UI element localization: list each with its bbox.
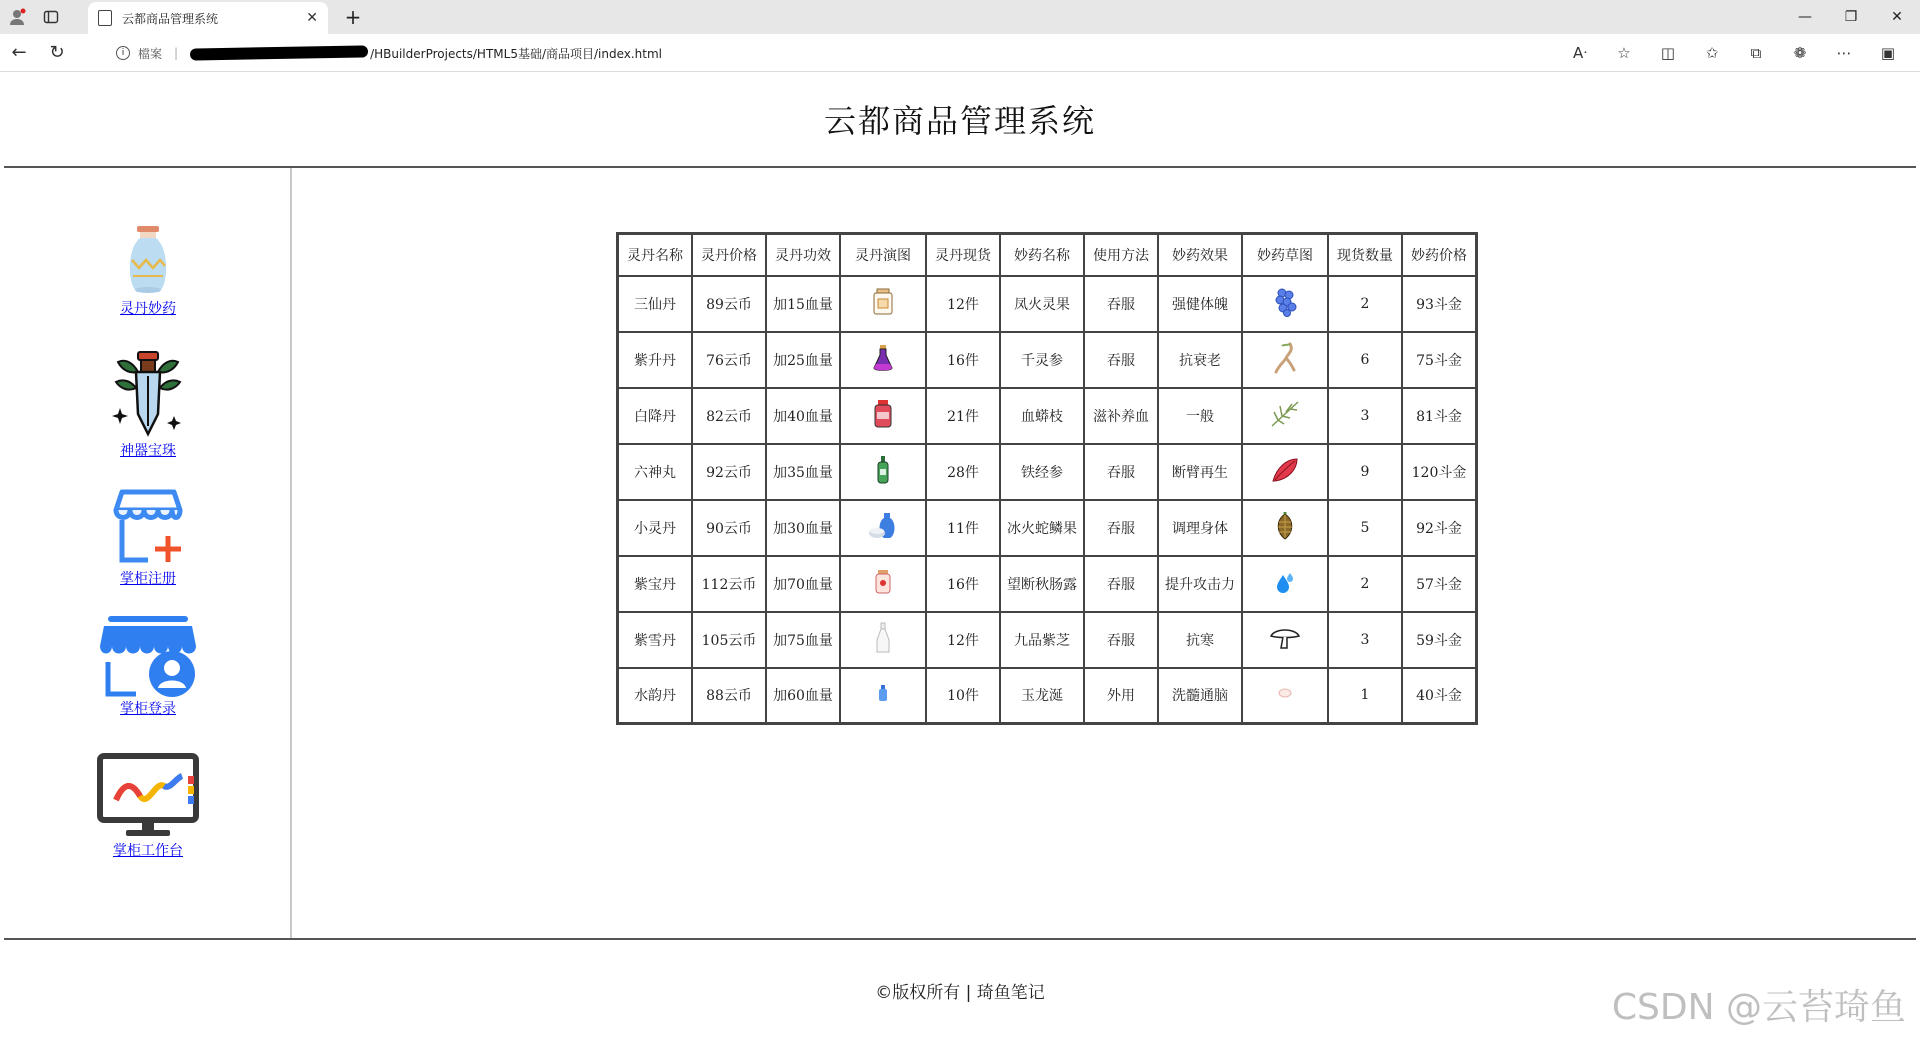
blue-vase-icon [868, 529, 898, 545]
refresh-button[interactable]: ↻ [49, 42, 65, 63]
table-row [618, 500, 1477, 556]
tab-actions-icon[interactable] [34, 0, 68, 34]
herb-image-cell [1242, 276, 1328, 332]
herb-image-cell [1242, 500, 1328, 556]
cell-dan-name: 六神丸 [618, 444, 693, 500]
sidebar-toggle-icon[interactable]: ▣ [1880, 44, 1896, 62]
cell-dan-price: 88云币 [692, 668, 766, 724]
cell-dan-name: 紫宝丹 [618, 556, 693, 612]
cell-dan-stock: 28件 [926, 444, 1000, 500]
cell-dan-effect: 加40血量 [766, 388, 840, 444]
cell-dan-effect: 加35血量 [766, 444, 840, 500]
pill-image-cell [840, 668, 926, 724]
herb-image-cell [1242, 668, 1328, 724]
restore-icon[interactable]: ❐ [1844, 9, 1858, 25]
cell-usage: 滋补养血 [1084, 388, 1158, 444]
column-header: 妙药效果 [1158, 234, 1242, 276]
sidebar-item-login[interactable] [4, 616, 292, 718]
cell-herb-qty: 2 [1328, 556, 1402, 612]
address-toolbar [0, 34, 1920, 72]
cell-dan-effect: 加15血量 [766, 276, 840, 332]
pill-image-cell [840, 332, 926, 388]
cell-herb-effect: 抗衰老 [1158, 332, 1242, 388]
column-header: 妙药草图 [1242, 234, 1328, 276]
cell-dan-name: 白降丹 [618, 388, 693, 444]
table-row [618, 444, 1477, 500]
cell-dan-stock: 12件 [926, 276, 1000, 332]
new-tab-button[interactable]: + [344, 5, 362, 29]
sidebar-item-label[interactable]: 掌柜注册 [120, 571, 176, 587]
cell-herb-name: 血蟒枝 [1000, 388, 1084, 444]
cell-herb-price: 93斗金 [1402, 276, 1477, 332]
cell-dan-stock: 16件 [926, 556, 1000, 612]
cell-herb-name: 玉龙涎 [1000, 668, 1084, 724]
cell-herb-effect: 一般 [1158, 388, 1242, 444]
table-row [618, 556, 1477, 612]
herb-image-cell [1242, 332, 1328, 388]
window-controls [1782, 0, 1920, 34]
cell-herb-qty: 2 [1328, 276, 1402, 332]
cell-herb-name: 凤火灵果 [1000, 276, 1084, 332]
cell-dan-stock: 21件 [926, 388, 1000, 444]
sidebar-item-label[interactable]: 掌柜工作台 [113, 843, 183, 859]
cell-herb-name: 望断秋肠露 [1000, 556, 1084, 612]
shop-add-icon [108, 486, 188, 568]
mushroom-icon [1269, 638, 1301, 654]
browser-tab[interactable] [88, 2, 328, 34]
pill-image-cell [840, 612, 926, 668]
address-separator: | [174, 46, 179, 60]
more-menu-icon[interactable]: ⋯ [1836, 44, 1852, 62]
cell-dan-price: 90云币 [692, 500, 766, 556]
tab-title: 云都商品管理系统 [122, 11, 219, 26]
clear-bottle-icon [874, 642, 892, 658]
table-row [618, 388, 1477, 444]
page-body [4, 168, 1916, 938]
info-icon[interactable]: i [116, 46, 130, 60]
cell-usage: 吞服 [1084, 276, 1158, 332]
small-jar-icon [873, 583, 893, 599]
cell-usage: 吞服 [1084, 612, 1158, 668]
collections-icon[interactable]: ⧉ [1750, 44, 1762, 62]
cell-dan-effect: 加60血量 [766, 668, 840, 724]
close-window-icon[interactable]: ✕ [1891, 9, 1903, 25]
cell-usage: 吞服 [1084, 500, 1158, 556]
cell-herb-effect: 强健体魄 [1158, 276, 1242, 332]
monitor-chart-icon [96, 752, 200, 840]
cell-dan-effect: 加75血量 [766, 612, 840, 668]
cell-usage: 吞服 [1084, 444, 1158, 500]
cell-usage: 吞服 [1084, 556, 1158, 612]
cell-herb-price: 81斗金 [1402, 388, 1477, 444]
address-path: /HBuilderProjects/HTML5基础/商品项目/index.html [370, 46, 663, 61]
watermark: CSDN @云苔琦鱼 [1611, 987, 1906, 1028]
column-header: 妙药名称 [1000, 234, 1084, 276]
vase-icon [123, 224, 173, 298]
copyright-text: ©版权所有 | 琦鱼笔记 [875, 982, 1045, 1003]
potion-flask-icon [872, 360, 894, 376]
cell-herb-price: 120斗金 [1402, 444, 1477, 500]
browser-tab-strip [0, 0, 1920, 34]
cell-dan-price: 82云币 [692, 388, 766, 444]
herb-image-cell [1242, 612, 1328, 668]
cell-usage: 外用 [1084, 668, 1158, 724]
shop-user-icon [98, 616, 198, 698]
address-bar[interactable] [100, 38, 1660, 68]
column-header: 灵丹演图 [840, 234, 926, 276]
sidebar-item-label[interactable]: 掌柜登录 [120, 701, 176, 717]
profile-icon[interactable] [0, 0, 34, 34]
cell-herb-qty: 5 [1328, 500, 1402, 556]
cell-herb-price: 40斗金 [1402, 668, 1477, 724]
cell-herb-qty: 3 [1328, 612, 1402, 668]
split-screen-icon[interactable]: ◫ [1660, 44, 1676, 62]
cell-dan-effect: 加70血量 [766, 556, 840, 612]
sidebar-item-label[interactable]: 灵丹妙药 [120, 301, 176, 317]
cell-herb-price: 75斗金 [1402, 332, 1477, 388]
table-row [618, 276, 1477, 332]
cell-herb-effect: 抗寒 [1158, 612, 1242, 668]
table-header-row [618, 234, 1477, 276]
sidebar-item-artifacts[interactable] [4, 348, 292, 460]
favorites-icon[interactable]: ✩ [1705, 44, 1719, 62]
cell-herb-qty: 9 [1328, 444, 1402, 500]
ginseng-icon [1272, 362, 1298, 378]
table-row [618, 668, 1477, 724]
table-row [618, 332, 1477, 388]
red-bottle-icon [872, 417, 894, 433]
sidebar-item-medicine[interactable] [4, 224, 292, 318]
column-header: 灵丹功效 [766, 234, 840, 276]
cell-herb-name: 冰火蛇鳞果 [1000, 500, 1084, 556]
cell-herb-qty: 6 [1328, 332, 1402, 388]
herb-image-cell [1242, 556, 1328, 612]
grape-herb-icon [1272, 305, 1298, 321]
sidebar-item-register[interactable] [4, 486, 292, 588]
document-icon [98, 10, 112, 26]
pinecone-icon [1274, 528, 1296, 544]
close-tab-icon[interactable]: ✕ [306, 10, 318, 26]
column-header: 使用方法 [1084, 234, 1158, 276]
minimize-icon[interactable]: — [1798, 9, 1812, 25]
cell-dan-price: 89云币 [692, 276, 766, 332]
cell-dan-stock: 10件 [926, 668, 1000, 724]
cell-herb-qty: 3 [1328, 388, 1402, 444]
herb-image-cell [1242, 388, 1328, 444]
sidebar-item-workbench[interactable] [4, 752, 292, 860]
cell-dan-stock: 16件 [926, 332, 1000, 388]
red-leaf-icon [1271, 471, 1299, 487]
cell-herb-effect: 调理身体 [1158, 500, 1242, 556]
cell-dan-price: 112云币 [692, 556, 766, 612]
back-button[interactable]: ← [11, 42, 27, 63]
pale-pearl-icon [1277, 688, 1293, 704]
tiny-vial-icon [878, 690, 888, 706]
pill-image-cell [840, 556, 926, 612]
cell-herb-name: 铁经参 [1000, 444, 1084, 500]
cell-herb-price: 92斗金 [1402, 500, 1477, 556]
cell-dan-stock: 11件 [926, 500, 1000, 556]
address-scheme: 檔案 [138, 46, 163, 61]
cell-herb-effect: 提升攻击力 [1158, 556, 1242, 612]
cell-dan-name: 紫雪丹 [618, 612, 693, 668]
cell-herb-effect: 洗髓通脑 [1158, 668, 1242, 724]
cell-dan-effect: 加30血量 [766, 500, 840, 556]
table-row [618, 612, 1477, 668]
main-content [616, 232, 1478, 725]
water-drop-icon [1275, 581, 1295, 597]
cell-herb-name: 千灵参 [1000, 332, 1084, 388]
redacted-path [190, 45, 368, 60]
column-header: 灵丹现货 [926, 234, 1000, 276]
cell-herb-qty: 1 [1328, 668, 1402, 724]
column-header: 灵丹名称 [618, 234, 693, 276]
green-bottle-icon [876, 473, 890, 489]
cell-dan-stock: 12件 [926, 612, 1000, 668]
cell-dan-price: 92云币 [692, 444, 766, 500]
product-table [616, 232, 1478, 725]
sidebar-nav [4, 168, 292, 938]
table-body [618, 276, 1477, 724]
pill-image-cell [840, 388, 926, 444]
cell-herb-price: 59斗金 [1402, 612, 1477, 668]
cell-herb-name: 九品紫芝 [1000, 612, 1084, 668]
page-header [4, 72, 1916, 168]
toolbar-icons [1558, 34, 1910, 72]
sidebar-item-label[interactable]: 神器宝珠 [120, 443, 176, 459]
pill-image-cell [840, 500, 926, 556]
branch-herb-icon [1270, 416, 1300, 432]
cell-dan-name: 小灵丹 [618, 500, 693, 556]
cell-usage: 吞服 [1084, 332, 1158, 388]
column-header: 灵丹价格 [692, 234, 766, 276]
pill-image-cell [840, 276, 926, 332]
web-page [4, 72, 1916, 1040]
cell-dan-name: 水韵丹 [618, 668, 693, 724]
cell-herb-price: 57斗金 [1402, 556, 1477, 612]
cell-herb-effect: 断臂再生 [1158, 444, 1242, 500]
cell-dan-price: 76云币 [692, 332, 766, 388]
extensions-icon[interactable]: ❁ [1793, 44, 1807, 62]
cell-dan-price: 105云币 [692, 612, 766, 668]
pill-image-cell [840, 444, 926, 500]
cell-dan-effect: 加25血量 [766, 332, 840, 388]
herb-image-cell [1242, 444, 1328, 500]
cell-dan-name: 三仙丹 [618, 276, 693, 332]
sword-icon [108, 348, 188, 440]
cell-dan-name: 紫升丹 [618, 332, 693, 388]
pill-jar-icon [872, 304, 894, 320]
favorite-star-icon[interactable]: ☆ [1617, 44, 1631, 62]
page-title: 云都商品管理系统 [823, 102, 1096, 140]
column-header: 妙药价格 [1402, 234, 1477, 276]
read-aloud-icon[interactable]: Aᐧ [1572, 44, 1588, 62]
column-header: 现货数量 [1328, 234, 1402, 276]
